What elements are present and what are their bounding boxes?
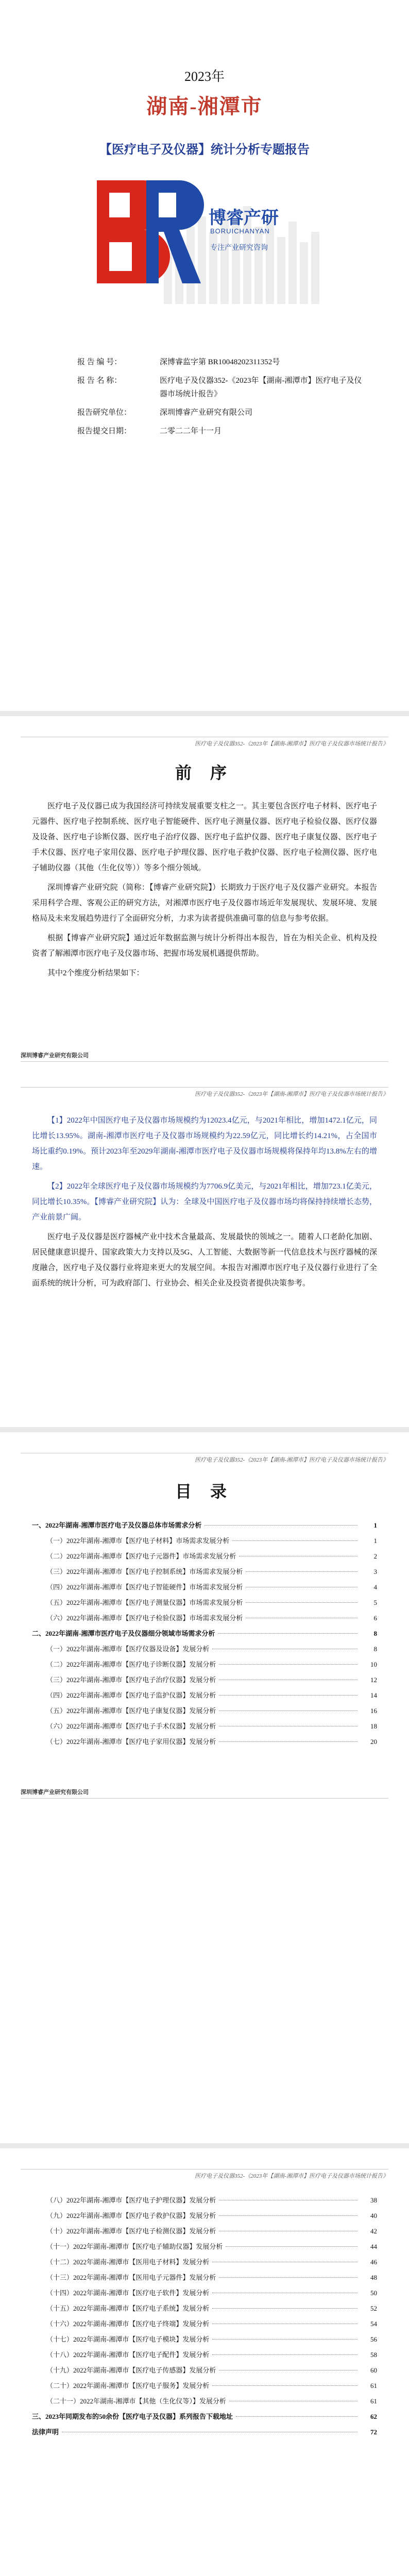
- header-text: 医疗电子及仪器352-《2023年【湖南-湘潭市】医疗电子及仪器市场统计报告》: [195, 1091, 388, 1097]
- toc-leader-dots: [212, 2385, 357, 2386]
- toc-entry[interactable]: [32, 1705, 377, 1721]
- toc-entry[interactable]: [32, 1628, 377, 1643]
- toc-entry[interactable]: [32, 2411, 377, 2427]
- toc-entry-label: （九）2022年湖南-湘潭市【医疗电子救护仪器】发展分析: [46, 2212, 216, 2219]
- page-header: [21, 737, 388, 750]
- toc-entry[interactable]: [32, 2241, 377, 2257]
- cover-year: 2023年: [184, 69, 225, 84]
- toc-entry-page: 42: [370, 2227, 377, 2235]
- cover-subtitle: 【医疗电子及仪器】统计分析专题报告: [99, 143, 310, 157]
- toc-leader-dots: [236, 2416, 357, 2417]
- toc-entry-page: 16: [370, 1707, 377, 1715]
- toc-entry[interactable]: [32, 1690, 377, 1705]
- toc-leader-dots: [246, 1571, 357, 1572]
- toc-leader-dots: [218, 1633, 357, 1634]
- toc-entry[interactable]: [32, 1721, 377, 1736]
- toc-entry-label: （四）2022年湖南-湘潭市【医疗电子智能硬件】市场需求发展分析: [46, 1583, 243, 1591]
- toc-entry-page: 62: [370, 2413, 377, 2420]
- toc-entry-label: （五）2022年湖南-湘潭市【医疗电子测量仪器】市场需求发展分析: [46, 1599, 243, 1606]
- toc-entry[interactable]: [32, 2396, 377, 2411]
- toc-entry[interactable]: [32, 2272, 377, 2287]
- header-text: 医疗电子及仪器352-《2023年【湖南-湘潭市】医疗电子及仪器市场统计报告》: [195, 2173, 388, 2179]
- meta-value: 医疗电子及仪器352-《2023年【湖南-湘潭市】医疗电子及仪器市场统计报告》: [160, 377, 362, 398]
- toc-entry-label: （十三）2022年湖南-湘潭市【医用电子元器件】发展分析: [46, 2274, 216, 2281]
- toc-entry-label: （十八）2022年湖南-湘潭市【医疗电子配件】发展分析: [46, 2351, 210, 2359]
- toc-entry-page: 6: [373, 1614, 377, 1622]
- meta-value: 二零二二年十一月: [160, 427, 222, 435]
- toc-entry[interactable]: [32, 2318, 377, 2334]
- toc-entry[interactable]: [32, 2365, 377, 2380]
- preface-page: [0, 716, 409, 1427]
- toc-entry-label: 二、2022年湖南-湘潭市医疗电子及仪器细分领域市场需求分析: [32, 1630, 215, 1637]
- toc-entry-page: 58: [370, 2351, 377, 2359]
- toc-entry[interactable]: [32, 1566, 377, 1582]
- toc-entry[interactable]: [32, 2226, 377, 2241]
- brand-name: 博睿产研: [209, 208, 279, 228]
- toc-entry[interactable]: [32, 1643, 377, 1659]
- toc-entry[interactable]: [32, 2334, 377, 2349]
- toc-entry-page: 48: [370, 2274, 377, 2281]
- toc-entry-page: 50: [370, 2289, 377, 2297]
- toc-page: [0, 1432, 409, 2143]
- meta-row: [77, 425, 366, 438]
- toc-entry-page: 5: [373, 1599, 377, 1606]
- toc-entry[interactable]: [32, 2349, 377, 2365]
- toc-entry[interactable]: [32, 1535, 377, 1551]
- toc-entry-label: 三、2023年同期发布的50余份【医疗电子及仪器】系列报告下载地址: [32, 2413, 233, 2420]
- toc-entry-page: 72: [370, 2428, 377, 2436]
- toc-entry[interactable]: [32, 1520, 377, 1535]
- toc-entry-label: （十七）2022年湖南-湘潭市【医疗电子模块】发展分析: [46, 2335, 210, 2343]
- page-header: [21, 1453, 388, 1466]
- toc-entry-label: （二）2022年湖南-湘潭市【医疗电子诊断仪器】发展分析: [46, 1660, 216, 1668]
- toc-leader-dots: [212, 2308, 357, 2309]
- toc-entry-label: （十九）2022年湖南-湘潭市【医疗电子传感器】发展分析: [46, 2366, 216, 2374]
- toc-entry-page: 8: [373, 1630, 377, 1637]
- footer-company: 深圳博睿产业研究有限公司: [21, 1053, 89, 1059]
- toc-entry[interactable]: [32, 1613, 377, 1628]
- meta-row: [77, 374, 366, 401]
- toc-leader-dots: [219, 2215, 357, 2216]
- toc-entry-label: （十一）2022年湖南-湘潭市【医疗电子辅助仪器】发展分析: [46, 2243, 223, 2250]
- meta-row: [77, 406, 366, 419]
- toc-entry-page: 56: [370, 2335, 377, 2343]
- toc-entry-label: （十）2022年湖南-湘潭市【医疗电子检测仪器】发展分析: [46, 2227, 216, 2235]
- meta-label: 报 告 编 号：: [77, 358, 122, 366]
- toc-entry-label: （十四）2022年湖南-湘潭市【医疗电子软件】发展分析: [46, 2289, 210, 2297]
- toc-entry-page: 3: [373, 1568, 377, 1575]
- preface-paragraph: 其中2个维度分析结果如下：: [47, 969, 144, 977]
- header-text: 医疗电子及仪器352-《2023年【湖南-湘潭市】医疗电子及仪器市场统计报告》: [195, 1457, 388, 1463]
- toc-leader-dots: [219, 2277, 357, 2278]
- toc-entry[interactable]: [32, 2427, 377, 2442]
- toc-entry-label: （八）2022年湖南-湘潭市【医疗电子护理仪器】发展分析: [46, 2196, 216, 2204]
- toc-entry-label: （二十一）2022年湖南-湘潭市【其他（生化仪等）】发展分析: [46, 2397, 226, 2405]
- toc-entry[interactable]: [32, 2287, 377, 2303]
- toc-entry-label: （四）2022年湖南-湘潭市【医疗电子监护仪器】发展分析: [46, 1691, 216, 1699]
- meta-label: 报 告 名 称：: [77, 377, 122, 385]
- toc-leader-dots: [219, 1741, 357, 1742]
- meta-label: 报告研究单位：: [77, 409, 132, 417]
- page-header: [21, 1087, 388, 1100]
- toc-entry-page: 1: [373, 1537, 377, 1545]
- toc-entry[interactable]: [32, 2303, 377, 2318]
- toc-entry-page: 60: [370, 2366, 377, 2374]
- toc-entry[interactable]: [32, 1597, 377, 1613]
- toc-entry-label: （五）2022年湖南-湘潭市【医疗电子康复仪器】发展分析: [46, 1707, 216, 1715]
- toc-entry[interactable]: [32, 1551, 377, 1566]
- footer-company: 深圳博睿产业研究有限公司: [21, 1789, 89, 1795]
- footer-divider: [21, 1798, 388, 1799]
- toc-leader-dots: [232, 1540, 357, 1541]
- cover-title: 湖南-湘潭市: [146, 95, 263, 118]
- toc-leader-dots: [226, 2246, 357, 2247]
- preface-paragraph: 根据【博睿产业研究院】通过近年数据监测与统计分析得出本报告，旨在为相关企业、机构及投资者了解湘潭市医疗电子及仪器市场、把握市场发展机遇提供帮助。: [32, 934, 377, 958]
- toc-entry-label: （二）2022年湖南-湘潭市【医疗电子元器件】市场需求发展分析: [46, 1552, 236, 1560]
- toc-entry[interactable]: [32, 2195, 377, 2210]
- toc-entry[interactable]: [32, 1659, 377, 1674]
- meta-label: 报告提交日期：: [77, 427, 132, 435]
- toc-entry-page: 40: [370, 2212, 377, 2219]
- brand-name-en: BORUICHANYAN: [210, 227, 270, 235]
- preface-paragraph: 医疗电子及仪器已成为我国经济可持续发展重要支柱之一。其主要包含医疗电子材料、医疗电子元器件、医疗电子控制系统、医疗电子智能硬件、医疗电子测量仪器、医疗电子检验仪器、医疗仪器及设备、医疗电子诊断仪器、医疗电子治疗仪器、医疗电子监护仪器、医疗电子康复仪器、医疗电子手术仪器、医疗电子家用仪器、医疗电子护理仪器、医疗电子救护仪器、医疗电子检测仪器、医疗电子辅助仪器（其他（生化仪等））等多个细分领域。: [32, 802, 377, 872]
- toc-entry-label: （六）2022年湖南-湘潭市【医疗电子检验仪器】市场需求发展分析: [46, 1614, 243, 1622]
- toc-entry[interactable]: [32, 1736, 377, 1752]
- toc-entry-page: 14: [370, 1691, 377, 1699]
- meta-value: 深圳博睿产业研究有限公司: [160, 409, 253, 417]
- toc-page-continued: [0, 2148, 409, 2576]
- toc-leader-dots: [219, 1695, 357, 1696]
- toc-entry[interactable]: [32, 1582, 377, 1597]
- meta-row: [77, 355, 366, 369]
- toc-entry-label: （一）2022年湖南-湘潭市【医疗电子材料】市场需求发展分析: [46, 1537, 230, 1545]
- toc-entry-page: 44: [370, 2243, 377, 2250]
- preface-heading: 前 序: [175, 764, 234, 782]
- toc-entry-label: （三）2022年湖南-湘潭市【医疗电子控制系统】市场需求发展分析: [46, 1568, 243, 1575]
- preface-paragraph: 深圳博睿产业研究院（简称：【博睿产业研究院】）长期致力于医疗电子及仪器产业研究。本报告采用科学合理、客观公正的研究方法，对湘潭市医疗电子及仪器市场近年发展现状、发展环境、发展格局及未来发展趋势进行了全面研究分析，力求为读者提供准确可靠的信息与参考依据。: [32, 884, 377, 923]
- highlight-paragraph: 【1】2022年中国医疗电子及仪器市场规模约为12023.4亿元，与2021年相比，增加1472.1亿元，同比增长13.95%。湖南-湘潭市医疗电子及仪器市场规模约为22.59亿元，同比增长约14.21%，占全国市场比重约0.19%。预计2023年至2029年湖南-湘潭市医疗电子及仪器市场规模将保持年均13.8%左右的增速。: [32, 1116, 377, 1171]
- toc-entry-page: 8: [373, 1645, 377, 1653]
- toc-entry-page: 12: [370, 1676, 377, 1684]
- toc-entry-label: （七）2022年湖南-湘潭市【医疗电子家用仪器】发展分析: [46, 1738, 216, 1745]
- toc-entry-label: （一）2022年湖南-湘潭市【医疗仪器及设备】发展分析: [46, 1645, 210, 1653]
- cover-logo-graphic: [87, 165, 333, 319]
- toc-entry-label: 一、2022年湖南-湘潭市医疗电子及仪器总体市场需求分析: [32, 1521, 202, 1529]
- closing-paragraph: 医疗电子及仪器是医疗器械产业中技术含量最高、发展最快的领域之一。随着人口老龄化加剧、居民健康意识提升、国家政策大力支持以及5G、人工智能、大数据等新一代信息技术与医疗器械的深度融合，医疗电子及仪器行业将迎来更大的发展空间。本报告对湘潭市医疗电子及仪器行业进行了全面系统的统计分析，可为政府部门、行业协会、相关企业及投资者提供决策参考。: [32, 1233, 377, 1287]
- toc-entry-page: 18: [370, 1722, 377, 1730]
- toc-list: [32, 2195, 377, 2442]
- toc-entry-page: 10: [370, 1660, 377, 1668]
- preface-body: [32, 799, 377, 985]
- toc-entry[interactable]: [32, 2210, 377, 2226]
- toc-entry-label: 法律声明: [32, 2428, 59, 2436]
- toc-entry-page: 54: [370, 2320, 377, 2328]
- toc-list: [32, 1520, 377, 1752]
- cover-page: [0, 0, 409, 711]
- preface-highlights: [32, 1113, 377, 1295]
- toc-leader-dots: [212, 2339, 357, 2340]
- toc-entry-page: 4: [373, 1583, 377, 1591]
- toc-entry-label: （三）2022年湖南-湘潭市【医疗电子治疗仪器】发展分析: [46, 1676, 216, 1684]
- toc-entry-page: 46: [370, 2258, 377, 2266]
- toc-entry-page: 20: [370, 1738, 377, 1745]
- toc-entry-page: 1: [373, 1521, 377, 1529]
- highlight-paragraph: 【2】2022年全球医疗电子及仪器市场规模约为7706.9亿美元，与2021年相比，增加723.1亿美元，同比增长10.35%。【博睿产业研究院】认为：全球及中国医疗电子及仪器市场均将保持持续增长态势，产业前景广阔。: [32, 1182, 377, 1222]
- toc-entry[interactable]: [32, 2380, 377, 2396]
- toc-heading: 目 录: [175, 1482, 234, 1501]
- toc-entry-label: （十五）2022年湖南-湘潭市【医疗电子系统】发展分析: [46, 2304, 210, 2312]
- footer-divider: [21, 1061, 388, 1062]
- toc-entry-label: （二十）2022年湖南-湘潭市【医疗电子服务】发展分析: [46, 2382, 210, 2389]
- toc-leader-dots: [204, 1525, 357, 1526]
- header-text: 医疗电子及仪器352-《2023年【湖南-湘潭市】医疗电子及仪器市场统计报告》: [195, 741, 388, 747]
- meta-value: 深博睿监字第 BR10048202311352号: [160, 358, 280, 366]
- toc-leader-dots: [212, 2354, 357, 2355]
- toc-leader-dots: [246, 1602, 357, 1603]
- toc-leader-dots: [219, 1710, 357, 1711]
- toc-entry-label: （十二）2022年湖南-湘潭市【医用电子材料】发展分析: [46, 2258, 210, 2266]
- toc-entry-page: 2: [373, 1552, 377, 1560]
- report-meta: [77, 355, 366, 438]
- toc-entry[interactable]: [32, 1674, 377, 1690]
- toc-entry-page: 38: [370, 2196, 377, 2204]
- toc-entry-page: 52: [370, 2304, 377, 2312]
- toc-entry-label: （六）2022年湖南-湘潭市【医疗电子手术仪器】发展分析: [46, 1722, 216, 1730]
- toc-leader-dots: [219, 1664, 357, 1665]
- toc-entry-page: 61: [370, 2397, 377, 2405]
- toc-entry[interactable]: [32, 2257, 377, 2272]
- toc-entry-page: 61: [370, 2382, 377, 2389]
- toc-entry-label: （十六）2022年湖南-湘潭市【医疗电子终端】发展分析: [46, 2320, 210, 2328]
- brand-tagline: 专注产业研究咨询: [210, 244, 268, 252]
- page-header: [21, 2169, 388, 2182]
